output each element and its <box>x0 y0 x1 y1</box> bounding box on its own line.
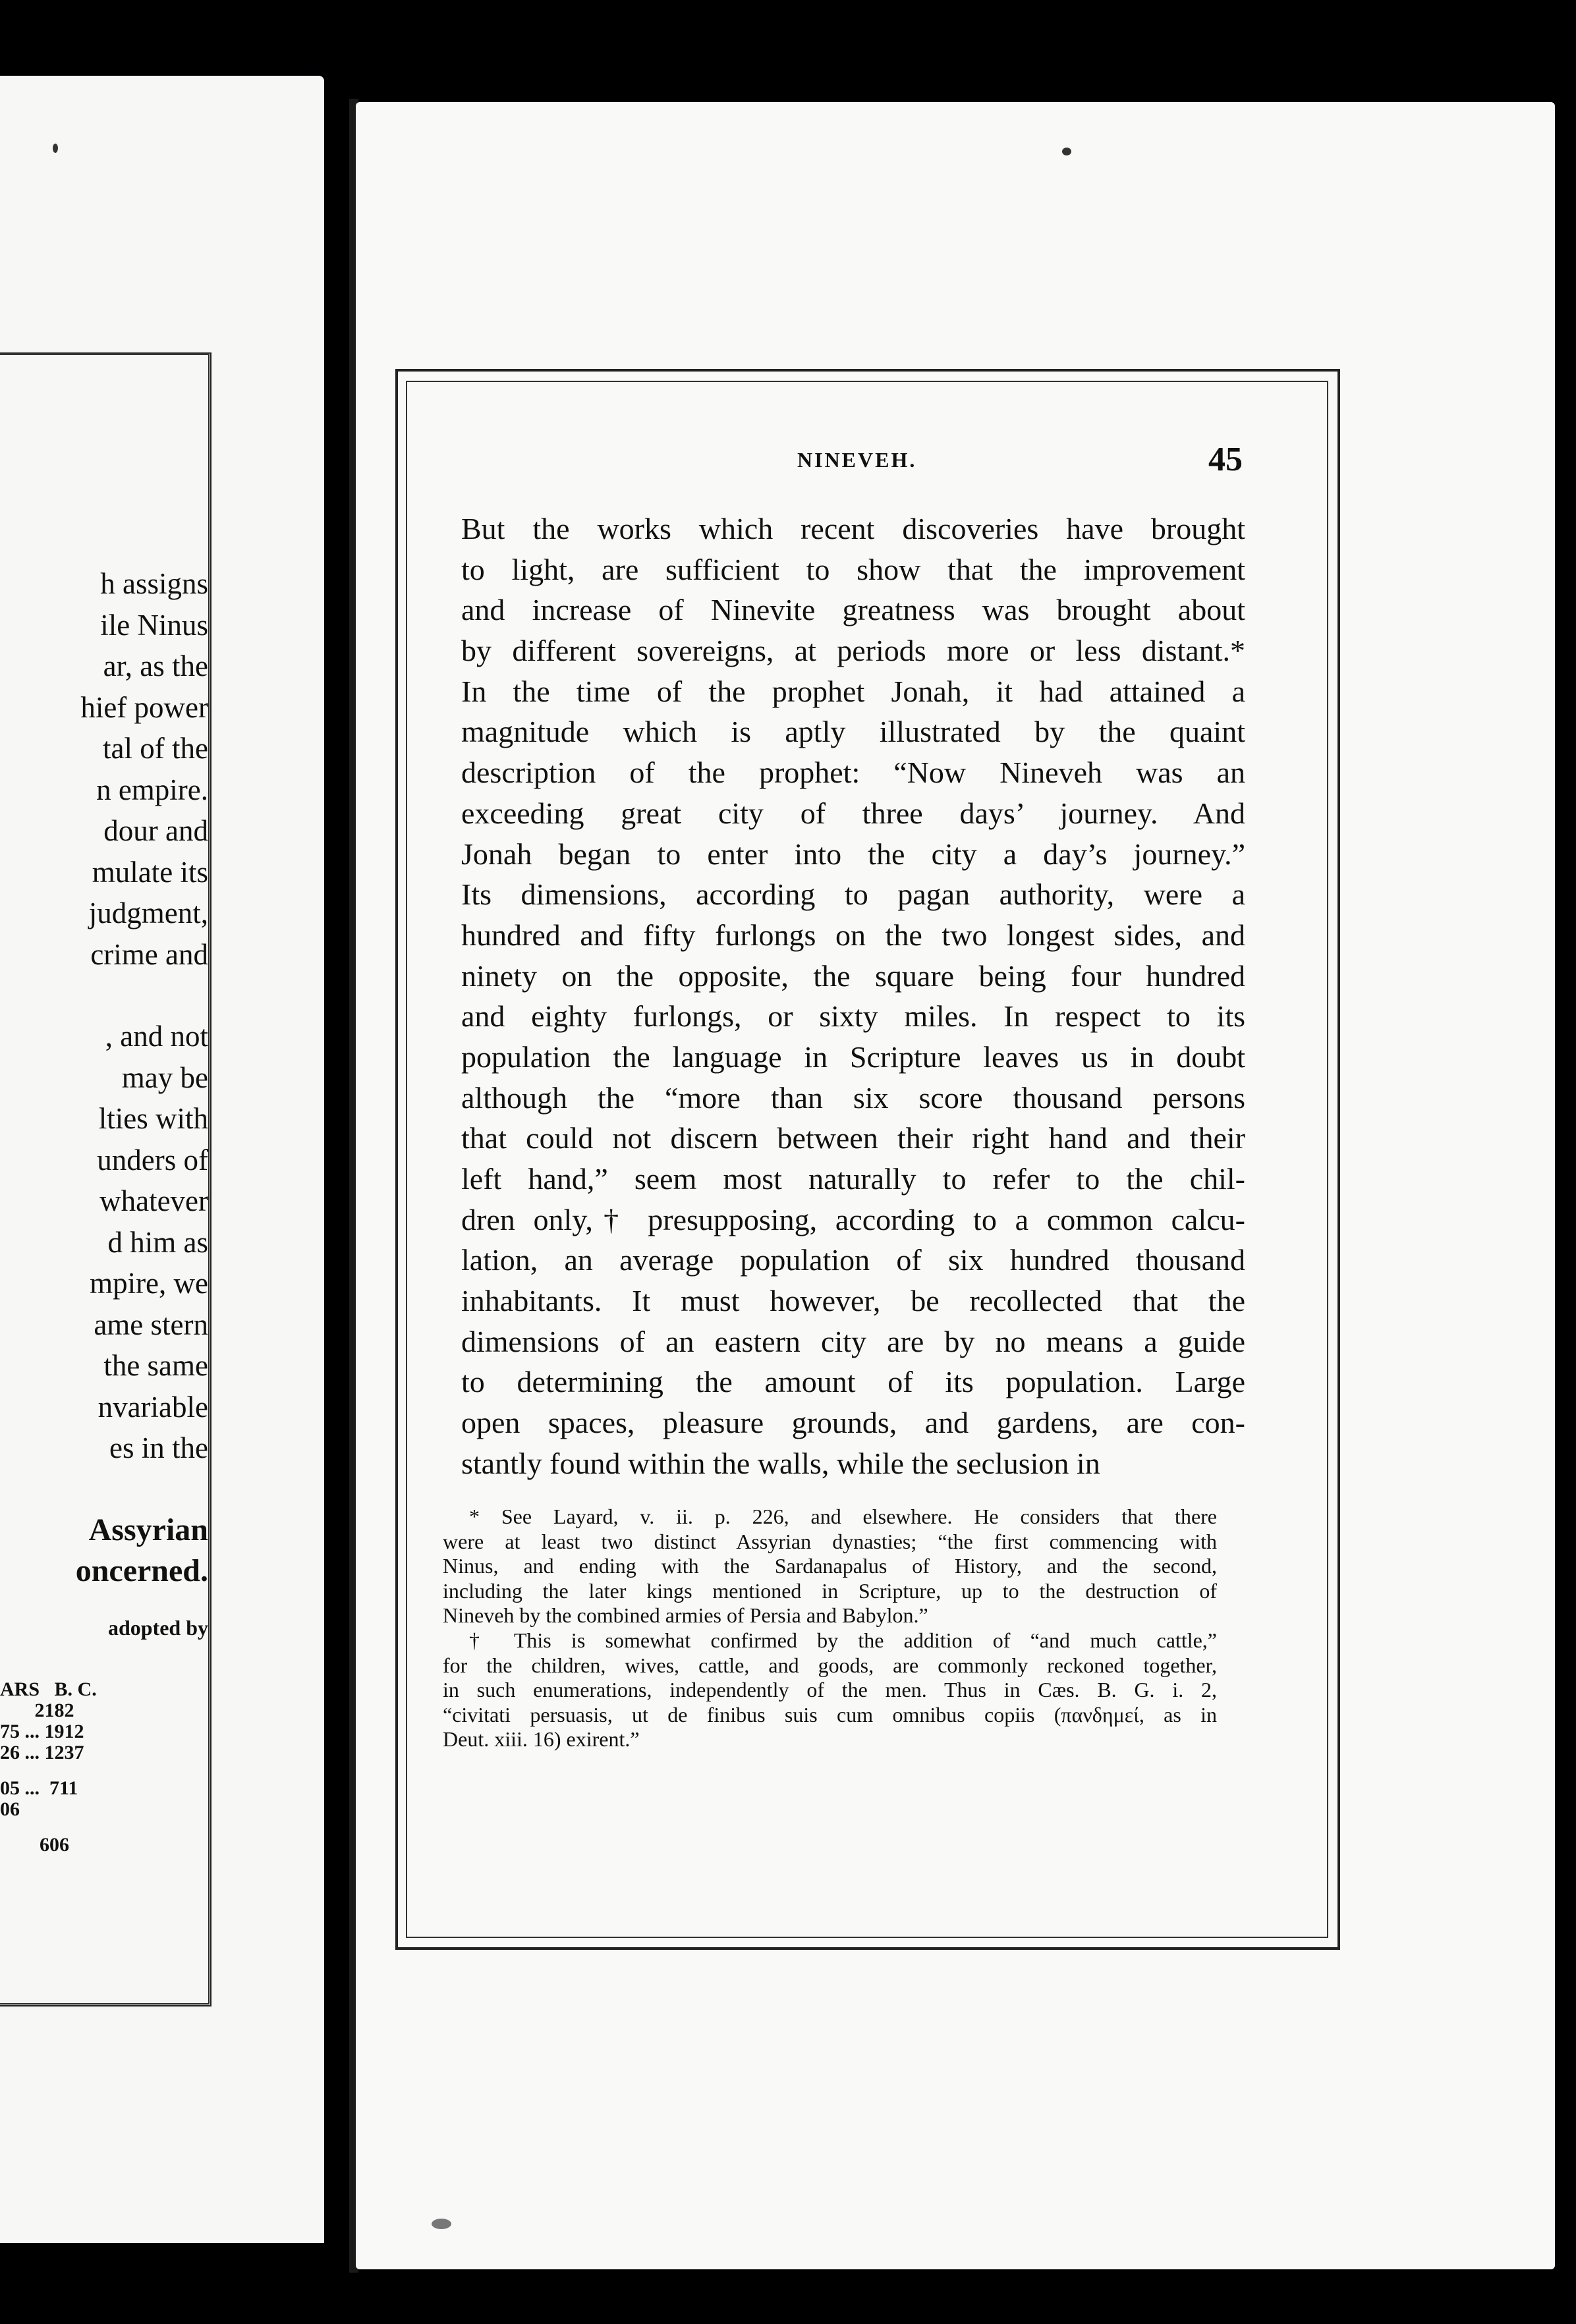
footnote-line: “civitati persuasis, ut de finibus suis cum omnibus copiis (πανδημεί, as in <box>443 1702 1217 1727</box>
body-line: and increase of Ninevite greatness was brought about <box>461 593 1245 627</box>
body-line: ninety on the opposite, the square being four hundred <box>461 958 1245 993</box>
running-head: NINEVEH. <box>797 448 917 472</box>
body-line: by different sovereigns, at periods more or less distant.* <box>461 634 1245 668</box>
footnote-line: for the children, wives, cattle, and goods, are commonly reckoned together, <box>443 1653 1217 1677</box>
footnote-line: Ninus, and ending with the Sardanapalus of History, and the second, <box>443 1554 1217 1578</box>
footnotes <box>443 1505 1217 1752</box>
left-page-line: lties with <box>98 1102 208 1135</box>
left-page-line: judgment, <box>88 897 208 929</box>
left-page-line: tal of the <box>103 732 208 765</box>
left-page-line: es in the <box>109 1431 208 1464</box>
footnote-line: Deut. xiii. 16) exirent.” <box>443 1727 640 1752</box>
left-page-line: dour and <box>103 814 208 847</box>
left-page-line: mpire, we <box>90 1267 208 1300</box>
body-line: lation, an average population of six hundred thousand <box>461 1243 1245 1277</box>
body-line: Its dimensions, according to pagan authority, were a <box>461 877 1245 912</box>
left-page-text <box>0 563 208 1592</box>
body-line: open spaces, pleasure grounds, and gardens, are con- <box>461 1406 1245 1440</box>
left-table-row: 606 <box>0 1834 69 1856</box>
body-line: left hand,” seem most naturally to refer to the chil- <box>461 1162 1245 1196</box>
left-page <box>0 76 324 2243</box>
body-line: But the works which recent discoveries have brought <box>461 512 1245 545</box>
left-table-row <box>0 1764 132 1779</box>
left-page-line: nvariable <box>98 1390 208 1424</box>
left-page-line <box>0 1469 208 1510</box>
footnote-line: in such enumerations, independently of the men. Thus in Cæs. B. G. i. 2, <box>443 1678 1217 1702</box>
left-page-line: h assigns <box>100 567 208 600</box>
body-line: although the “more than six score thousand persons <box>461 1080 1245 1115</box>
left-page-line: n empire. <box>96 773 208 806</box>
body-line: to light, are sufficient to show that the improvement <box>461 552 1245 586</box>
left-table-row <box>0 1821 132 1835</box>
body-line: exceeding great city of three days’ journey. And <box>461 796 1245 830</box>
body-line: magnitude which is aptly illustrated by the quaint <box>461 715 1245 749</box>
body-line: to determining the amount of its population. Large <box>461 1365 1245 1399</box>
body-line: stantly found within the walls, while the seclusion in <box>461 1446 1100 1480</box>
body-text <box>461 509 1245 1484</box>
body-line: Jonah began to enter into the city a day’s journey.” <box>461 837 1245 871</box>
left-table-row: 26 ... 1237 <box>0 1742 84 1763</box>
body-line: that could not discern between their right hand and their <box>461 1121 1245 1155</box>
left-page-line: Assyrian <box>88 1512 208 1547</box>
left-adopted-line: adopted by <box>107 1616 208 1640</box>
left-table-row: 05 ... 711 <box>0 1777 78 1799</box>
left-page-line: , and not <box>105 1020 208 1053</box>
body-line: population the language in Scripture leaves us in doubt <box>461 1039 1245 1074</box>
body-line: description of the prophet: “Now Nineveh was an <box>461 756 1245 790</box>
scan-speck <box>432 2219 451 2229</box>
scan-speck <box>53 144 58 153</box>
footnote-line: including the later kings mentioned in Scripture, up to the destruction of <box>443 1578 1217 1603</box>
page-number: 45 <box>1208 441 1243 478</box>
footnote-line: Nineveh by the combined armies of Persia and Babylon.” <box>443 1603 928 1628</box>
left-page-line: whatever <box>99 1184 208 1217</box>
left-page-line: ame stern <box>94 1308 208 1341</box>
body-line: and eighty furlongs, or sixty miles. In respect to its <box>461 999 1245 1034</box>
left-page-line: may be <box>121 1061 208 1094</box>
left-page-line <box>0 975 208 1016</box>
left-page-line: oncerned. <box>75 1553 208 1588</box>
left-table-row: ARS B. C. <box>0 1678 97 1700</box>
footnote-line: * See Layard, v. ii. p. 226, and elsewhere. He considers that there <box>469 1505 1217 1528</box>
left-page-line: unders of <box>97 1143 208 1176</box>
body-line: In the time of the prophet Jonah, it had attained a <box>461 674 1245 708</box>
left-chronology-table <box>0 1680 132 1856</box>
scan-speck <box>1062 148 1071 155</box>
left-page-line: mulate its <box>92 855 208 889</box>
left-page-line: the same <box>103 1349 208 1382</box>
left-page-line: crime and <box>90 937 208 971</box>
footnote-line: were at least two distinct Assyrian dynasties; “the first commencing with <box>443 1529 1217 1553</box>
left-page-line: hief power <box>80 690 208 724</box>
left-table-row: 06 <box>0 1798 20 1820</box>
body-line: inhabitants. It must however, be recollected that the <box>461 1284 1245 1318</box>
left-page-line: ar, as the <box>103 650 208 682</box>
body-line: dren only,† presupposing, according to a common calcu- <box>461 1202 1245 1236</box>
body-line: dimensions of an eastern city are by no means a guide <box>461 1324 1245 1358</box>
left-table-row: 2182 <box>0 1700 74 1721</box>
body-line: hundred and fifty furlongs on the two longest sides, and <box>461 918 1245 952</box>
left-page-line: ile Ninus <box>100 608 208 642</box>
footnote-line: † This is somewhat confirmed by the addition of “and much cattle,” <box>469 1628 1217 1652</box>
left-table-row: 75 ... 1912 <box>0 1721 84 1742</box>
left-page-line: d him as <box>107 1225 208 1259</box>
